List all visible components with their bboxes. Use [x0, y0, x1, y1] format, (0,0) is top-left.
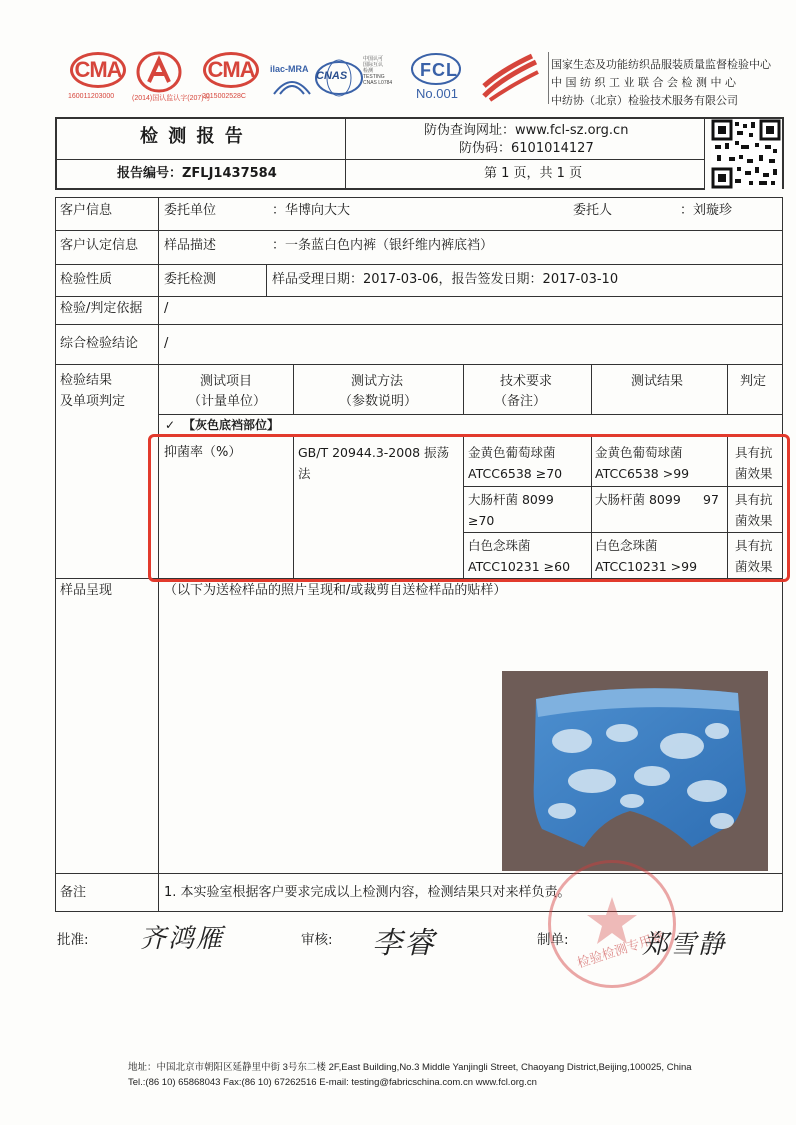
cnas-accreditation-text: 中国认可 国际互认 检测 TESTING CNAS L0784: [363, 56, 393, 86]
verify-url: 防伪查询网址：www.fcl-sz.org.cn: [424, 123, 629, 138]
remarks-text: 1. 本实验室根据客户要求完成以上检测内容，检测结果只对来样负责。: [164, 885, 571, 900]
req-2-line-1: 大肠杆菌 8099: [468, 492, 554, 507]
sample-desc-value: ：一条蓝白色内裤（银纤维内裤底裆）: [272, 238, 494, 253]
org-line-3: 中纺协（北京）检验技术服务有限公司: [551, 94, 738, 107]
highlight-box: [148, 434, 790, 582]
client-person-field: 委托人: [573, 203, 613, 218]
inspection-nature-label: 检验性质: [60, 272, 113, 287]
sample-photo: [502, 671, 768, 871]
basis-label: 检验/判定依据: [60, 301, 143, 316]
sample-note: （以下为送检样品的照片呈现和/或裁剪自送检样品的贴样）: [164, 583, 507, 598]
judge-1-line-2: 菌效果: [735, 466, 773, 481]
section-check-icon: ✓: [165, 418, 176, 432]
org-line-2: 中 国 纺 织 工 业 联 合 会 检 测 中 心: [551, 76, 736, 89]
header-judgement: 判定: [740, 374, 767, 389]
judge-1-line-1: 具有抗: [735, 445, 773, 460]
fcl-logo: FCL No.001: [410, 52, 462, 102]
sample-label: 样品呈现: [60, 583, 113, 598]
cma-logo: CMA: [70, 52, 126, 88]
header-test-result: 测试结果: [631, 374, 684, 389]
footer-address: 地址：中国北京市朝阳区延静里中街 3号东二楼 2F,East Building,No.3 Middle Yanjingli Street, Chaoyang District,Beijing,100025, China: [128, 1062, 692, 1073]
res-1-line-2: ATCC6538 >99: [595, 466, 690, 481]
res-2-value: 97: [703, 492, 719, 507]
remarks-label: 备注: [60, 885, 87, 900]
item-name: 抑菌率（%）: [164, 445, 242, 460]
report-number: 报告编号：ZFLJ1437584: [117, 166, 277, 181]
cnas-label: CNAS: [316, 70, 348, 82]
method-line-2: 法: [298, 466, 311, 481]
res-3-line-1: 白色念珠菌: [595, 538, 658, 553]
cma-number-2: 2015002528C: [202, 93, 246, 100]
cal-logo: [136, 50, 182, 94]
customer-confirm-label: 客户认定信息: [60, 238, 139, 253]
client-person-value: ：刘璇珍: [680, 203, 733, 218]
dates-value: 样品受理日期：2017-03-06，报告签发日期：2017-03-10: [272, 272, 619, 287]
report-title: 检 测 报 告: [140, 126, 245, 147]
judge-3-line-2: 菌效果: [735, 559, 773, 574]
conclusion-value: /: [164, 336, 169, 351]
header-test-item: 测试项目: [200, 374, 253, 389]
cal-label: [160, 72, 162, 73]
footer-contact: Tel.:(86 10) 65868043 Fax:(86 10) 67262516 E-mail: testing@fabricschina.com.cn www.fcl.org.cn: [128, 1077, 537, 1088]
req-3-line-2: ATCC10231 ≥60: [468, 559, 571, 574]
res-1-line-1: 金黄色葡萄球菌: [595, 445, 683, 460]
page-indicator: 第 1 页，共 1 页: [484, 166, 583, 181]
maker-label: 制单:: [537, 932, 569, 948]
ilac-logo: ilac-MRA: [270, 60, 314, 96]
qr-code: [711, 119, 781, 189]
req-1-line-1: 金黄色葡萄球菌: [468, 445, 556, 460]
cal-number: (2014)国认监认字(207)号: [132, 95, 211, 102]
customer-info-label: 客户信息: [60, 203, 113, 218]
inspection-nature-value: 委托检测: [164, 272, 217, 287]
org-emblem-icon: [480, 52, 540, 102]
conclusion-label: 综合检验结论: [60, 336, 139, 351]
judge-3-line-1: 具有抗: [735, 538, 773, 553]
verify-code: 防伪码：6101014127: [459, 141, 594, 156]
res-3-line-2: ATCC10231 >99: [595, 559, 698, 574]
req-1-line-2: ATCC6538 ≥70: [468, 466, 563, 481]
client-unit-value: ：华博向大大: [272, 203, 351, 218]
maker-signature: 郑雪静: [642, 930, 727, 960]
header-divider: [548, 52, 549, 104]
approver-label: 批准:: [57, 932, 89, 948]
header-test-method-param: （参数说明）: [339, 394, 418, 409]
reviewer-signature: 李睿: [372, 926, 436, 961]
sample-desc-field: 样品描述: [164, 238, 217, 253]
req-3-line-1: 白色念珠菌: [468, 538, 531, 553]
inspection-stamp: 检验检测专用章: [548, 860, 676, 988]
judge-2-line-2: 菌效果: [735, 513, 773, 528]
header-requirement: 技术要求: [500, 374, 553, 389]
section-title: 【灰色底裆部位】: [183, 418, 280, 432]
method-line-1: GB/T 20944.3-2008 振荡: [298, 445, 450, 460]
header-test-method: 测试方法: [351, 374, 404, 389]
reviewer-label: 审核:: [301, 932, 333, 948]
org-line-1: 国家生态及功能纺织品服装质量监督检验中心: [551, 58, 771, 71]
cma-number: 160011203000: [68, 93, 115, 100]
results-label-2: 及单项判定: [60, 394, 126, 409]
basis-value: /: [164, 301, 169, 316]
client-unit-field: 委托单位: [164, 203, 217, 218]
header-requirement-note: （备注）: [494, 394, 547, 409]
results-label-1: 检验结果: [60, 373, 113, 388]
req-2-line-2: ≥70: [468, 513, 495, 528]
cma-logo-2: CMA: [203, 52, 259, 88]
approver-signature: 齐鸿雁: [140, 924, 225, 954]
organization-names: [551, 56, 771, 110]
judge-2-line-1: 具有抗: [735, 492, 773, 507]
res-2-line-1: 大肠杆菌 8099: [595, 492, 681, 507]
header-test-item-unit: （计量单位）: [188, 394, 267, 409]
